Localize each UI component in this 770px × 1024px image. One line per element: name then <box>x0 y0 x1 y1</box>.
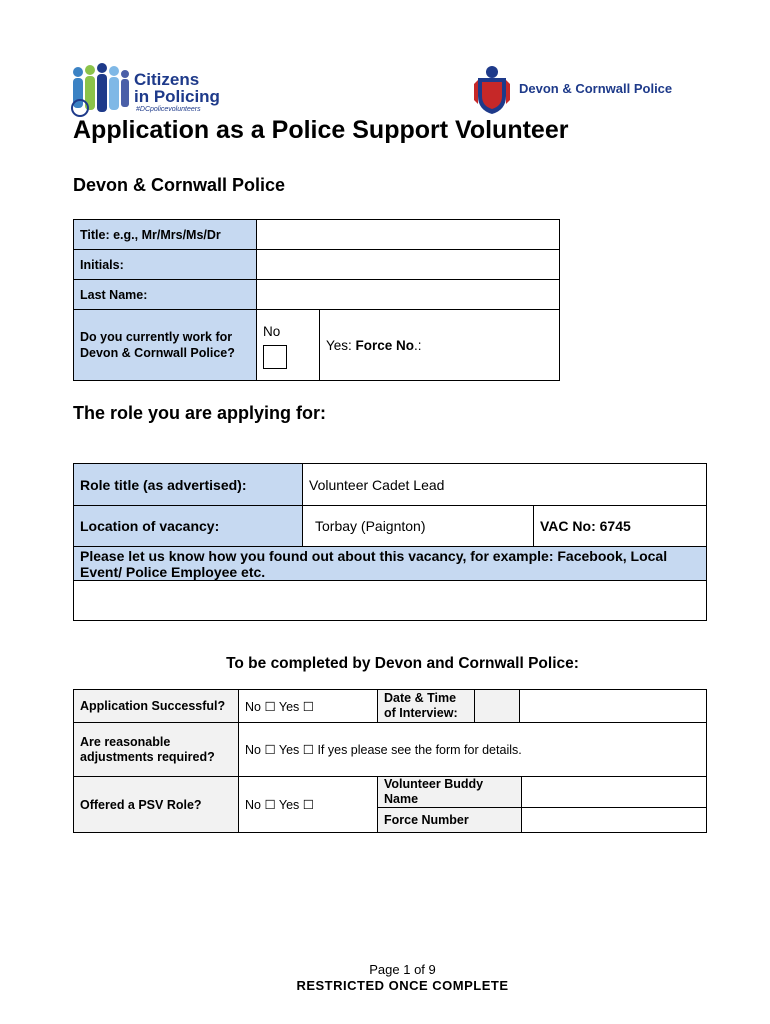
restricted-notice: RESTRICTED ONCE COMPLETE <box>296 978 509 993</box>
logo-tagline: #DCpolicevolunteers <box>136 106 201 113</box>
interview-spacer <box>475 690 520 722</box>
psv-role-label: Offered a PSV Role? <box>74 777 239 833</box>
location-value[interactable]: Torbay (Paignton) <box>303 506 534 547</box>
app-successful-options[interactable]: No ☐ Yes ☐ <box>239 690 378 723</box>
force-no-label: Force No <box>355 337 415 353</box>
force-number-field[interactable] <box>522 808 707 833</box>
no-cell <box>257 310 320 381</box>
interview-cell <box>475 690 707 723</box>
yes-label: Yes: <box>326 337 356 353</box>
interview-field[interactable] <box>520 690 706 722</box>
role-table <box>73 463 707 621</box>
found-vacancy-field[interactable] <box>74 581 707 621</box>
page-number: Page 1 of 9 <box>369 962 436 977</box>
no-checkbox[interactable] <box>263 345 287 369</box>
logo-text-force: Devon & Cornwall Police <box>519 81 673 96</box>
found-vacancy-label: Please let us know how you found out about this vacancy, for example: Facebook, Local Event/ Police Employee etc. <box>74 547 707 581</box>
logo-text-citizens: Citizens <box>134 70 200 89</box>
police-use-table <box>73 689 707 833</box>
app-successful-label: Application Successful? <box>74 690 239 723</box>
adjustments-label: Are reasonable adjustments required? <box>74 723 239 777</box>
title-field[interactable] <box>257 220 560 250</box>
interview-label: Date & Time of Interview: <box>378 690 475 723</box>
vac-number: VAC No: 6745 <box>534 506 707 547</box>
title-label: Title: e.g., Mr/Mrs/Ms/Dr <box>74 220 257 250</box>
force-number-label: Force Number <box>378 808 522 833</box>
role-title-value[interactable]: Volunteer Cadet Lead <box>303 464 707 506</box>
yes-cell <box>320 310 560 381</box>
no-label: No <box>263 324 281 339</box>
role-title-label: Role title (as advertised): <box>74 464 303 506</box>
force-no-suffix: .: <box>414 337 422 353</box>
police-crest-icon <box>472 64 512 116</box>
buddy-name-field[interactable] <box>522 777 707 808</box>
initials-field[interactable] <box>257 250 560 280</box>
initials-label: Initials: <box>74 250 257 280</box>
adjustments-options[interactable]: No ☐ Yes ☐ If yes please see the form for details. <box>239 723 707 777</box>
org-heading: Devon & Cornwall Police <box>73 175 286 195</box>
page-title: Application as a Police Support Volunteer <box>73 116 569 144</box>
buddy-name-label: Volunteer Buddy Name <box>378 777 522 808</box>
work-label: Do you currently work for Devon & Cornwall Police? <box>74 310 257 381</box>
psv-role-options[interactable]: No ☐ Yes ☐ <box>239 777 378 833</box>
people-silhouettes-icon <box>70 62 132 118</box>
police-section-heading: To be completed by Devon and Cornwall Police: <box>226 655 579 672</box>
location-label: Location of vacancy: <box>74 506 303 547</box>
logo-text-in-policing: in Policing <box>134 87 220 106</box>
lastname-label: Last Name: <box>74 280 257 310</box>
lastname-field[interactable] <box>257 280 560 310</box>
personal-details-table <box>73 219 560 381</box>
role-heading: The role you are applying for: <box>73 403 327 423</box>
devon-cornwall-police-logo <box>472 62 704 118</box>
citizens-in-policing-logo <box>70 62 245 118</box>
